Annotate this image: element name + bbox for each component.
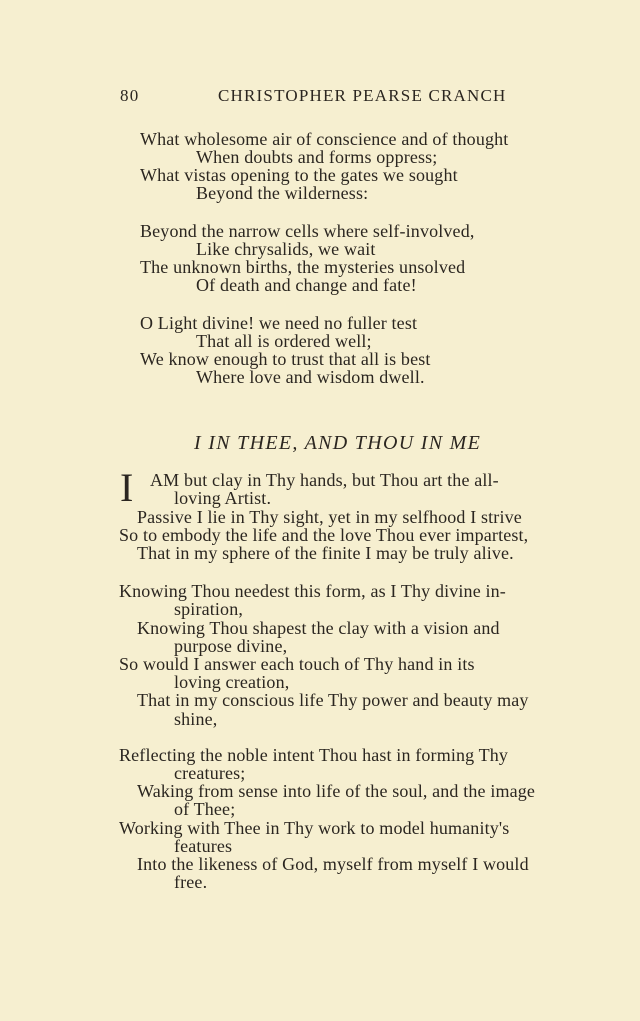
- running-head: CHRISTOPHER PEARSE CRANCH: [218, 86, 507, 105]
- page-number: 80: [120, 86, 140, 105]
- poem-line: AM but clay in Thy hands, but Thou art the all-: [150, 470, 499, 490]
- poem-line: Into the likeness of God, myself from myself I would: [137, 854, 529, 874]
- poem-line: Reflecting the noble intent Thou hast in forming Thy: [119, 745, 509, 765]
- poem-line: O Light divine! we need no fuller test: [140, 313, 418, 333]
- poem-line: Beyond the wilderness:: [196, 183, 369, 203]
- poem-line: So would I answer each touch of Thy hand in its: [119, 654, 475, 674]
- poem-line: Like chrysalids, we wait: [196, 239, 376, 259]
- poem-line: Passive I lie in Thy sight, yet in my selfhood I strive: [137, 507, 522, 527]
- poem-line: creatures;: [174, 763, 246, 783]
- poem-line: What vistas opening to the gates we sought: [140, 165, 458, 185]
- poem-line: Of death and change and fate!: [196, 275, 417, 295]
- poem-line: spiration,: [174, 599, 243, 619]
- poem-title: I IN THEE, AND THOU IN ME: [194, 432, 482, 454]
- poem-line: Knowing Thou shapest the clay with a vision and: [137, 618, 500, 638]
- drop-cap: I: [120, 465, 134, 510]
- poem-line: When doubts and forms oppress;: [196, 147, 438, 167]
- poem-line: That in my conscious life Thy power and beauty may: [137, 690, 529, 710]
- poem-line: That all is ordered well;: [196, 331, 372, 351]
- poem-line: loving Artist.: [174, 488, 272, 508]
- poem-line: What wholesome air of conscience and of thought: [140, 129, 509, 149]
- poem-line: We know enough to trust that all is best: [140, 349, 431, 369]
- poem-line: of Thee;: [174, 799, 236, 819]
- poem-line: purpose divine,: [174, 636, 288, 656]
- poem-line: The unknown births, the mysteries unsolved: [140, 257, 466, 277]
- poem-line: Where love and wisdom dwell.: [196, 367, 425, 387]
- poem-line: Knowing Thou needest this form, as I Thy divine in-: [119, 581, 506, 601]
- poem-line: free.: [174, 872, 208, 892]
- poem-line: shine,: [174, 709, 218, 729]
- poem-line: So to embody the life and the love Thou ever impartest,: [119, 525, 529, 545]
- page-header: [120, 86, 524, 110]
- poem-line: Beyond the narrow cells where self-involved,: [140, 221, 475, 241]
- poem-line: Working with Thee in Thy work to model humanity's: [119, 818, 510, 838]
- poem-line: Waking from sense into life of the soul, and the image: [137, 781, 536, 801]
- poem-line: features: [174, 836, 233, 856]
- poem-line: loving creation,: [174, 672, 290, 692]
- poem-line: That in my sphere of the finite I may be truly alive.: [137, 543, 514, 563]
